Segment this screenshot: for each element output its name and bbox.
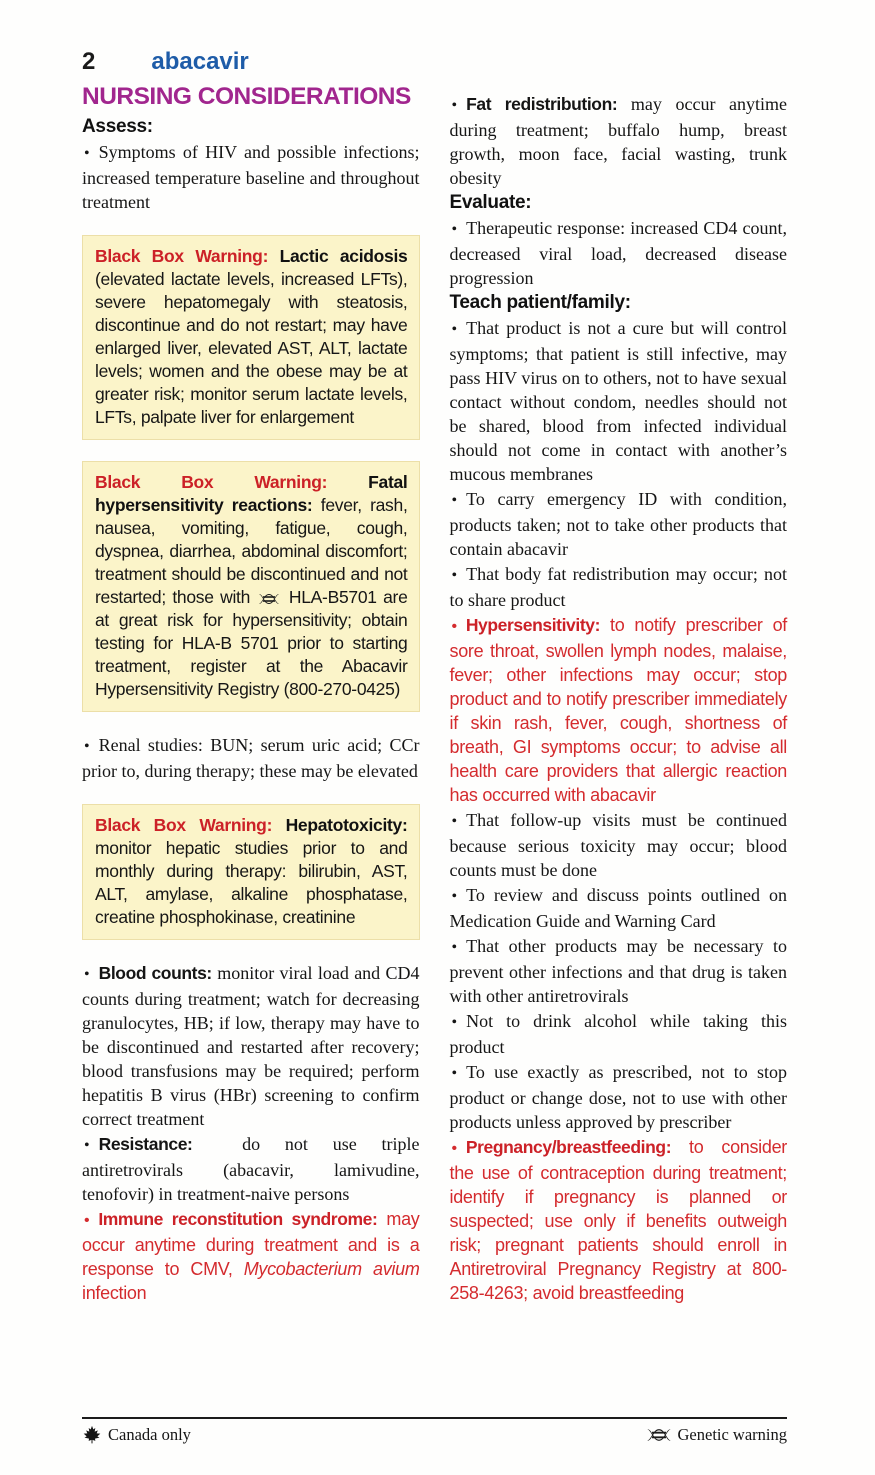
canada-only-label: Canada only bbox=[108, 1425, 191, 1444]
bullet-icon: • bbox=[451, 1014, 458, 1031]
blood-counts-head: Blood counts: bbox=[98, 963, 212, 983]
bullet-icon: • bbox=[451, 1140, 457, 1157]
nursing-considerations-heading: NURSING CONSIDERATIONS bbox=[82, 83, 411, 110]
warning-body: (elevated lactate levels, increased LFTs), severe hepatomegaly with steatosis, discontinue and do not restart; may have enlarged liver, elevated AST, ALT, lactate levels; women and the obese may be at greater risk; monitor serum lactate levels, LFTs, palpate liver for enlargement bbox=[95, 269, 408, 427]
warning-head: Fatal hypersensitivity reactions: bbox=[95, 472, 408, 515]
italic-species-name: Mycobacterium avium bbox=[243, 1259, 420, 1279]
fat-redistribution-bullet: • Fat redistribution: may occur anytime during treatment; buffalo hump, breast growth, moon face, facial wasting, trunk obesity bbox=[449, 94, 787, 188]
warning-head: Lactic acidosis bbox=[279, 246, 408, 266]
bullet-icon: • bbox=[451, 97, 458, 114]
page-footer bbox=[82, 1417, 787, 1445]
hypersensitivity-head: Hypersensitivity: bbox=[465, 615, 601, 635]
page-header bbox=[82, 48, 787, 76]
maple-leaf-icon bbox=[82, 1425, 102, 1445]
bullet-icon: • bbox=[84, 145, 90, 162]
hypersensitivity-bullet: • Hypersensitivity: to notify prescriber of sore throat, swollen lymph nodes, malaise, fever; other infections may occur; stop product and to notify prescriber immediately if skin rash, fever, cough, shortness of breath, GI symptoms occur; to advise all health care providers that allergic reaction has occurred with abacavir bbox=[449, 615, 787, 805]
spacer bbox=[450, 84, 788, 92]
warning-body-pre: fever, rash, nausea, vomiting, fatigue, cough, dyspnea, diarrhea, abdominal discomfort; treatment should be discontinued and not restarted; those with bbox=[95, 495, 408, 607]
black-box-warning-label: Black Box Warning: bbox=[95, 472, 328, 492]
assess-bullet: • Symptoms of HIV and possible infections; increased temperature baseline and throughout treatment bbox=[82, 142, 420, 212]
warning-body-post: HLA-B5701 are at great risk for hypersensitivity; obtain testing for HLA-B 5701 prior to starting treatment, register at the Abacavir Hypersensitivity Registry (800-270-0425) bbox=[95, 587, 408, 699]
black-box-warning-label: Black Box Warning: bbox=[95, 815, 273, 835]
teach-bullet: • That follow-up visits must be continued because serious toxicity may occur; blood counts must be done bbox=[449, 810, 787, 880]
drug-name: abacavir bbox=[151, 48, 249, 75]
two-column-layout bbox=[82, 84, 787, 1306]
assess-subheading: Assess: bbox=[82, 116, 153, 137]
teach-bullet: • To use exactly as prescribed, not to stop product or change dose, not to use with other products unless approved by prescriber bbox=[449, 1062, 787, 1132]
teach-bullet: • That body fat redistribution may occur; not to share product bbox=[449, 564, 787, 610]
warning-head: Hepatotoxicity: bbox=[285, 815, 408, 835]
left-column bbox=[82, 84, 420, 1306]
bullet-icon: • bbox=[451, 567, 458, 584]
black-box-warning-label: Black Box Warning: bbox=[95, 246, 269, 266]
bullet-icon: • bbox=[451, 321, 458, 338]
immune-head: Immune reconstitution syndrome: bbox=[98, 1209, 378, 1229]
canada-only-legend bbox=[82, 1425, 191, 1445]
bullet-icon: • bbox=[451, 1065, 458, 1082]
black-box-warning-lactic-acidosis bbox=[82, 235, 420, 440]
teach-bullet: • To review and discuss points outlined on Medication Guide and Warning Card bbox=[449, 885, 787, 931]
teach-patient-family-subheading: Teach patient/family: bbox=[449, 292, 631, 313]
black-box-warning-fatal-hypersensitivity bbox=[82, 461, 420, 712]
fat-redistribution-head: Fat redistribution: bbox=[466, 94, 618, 114]
genetic-warning-icon bbox=[646, 1428, 672, 1442]
bullet-icon: • bbox=[451, 939, 458, 956]
teach-bullet: • That product is not a cure but will control symptoms; that patient is still infective, may pass HIV virus on to others, not to have sexual contact without condom, needles should not be shared, blood from infected individual should not come in contact with another’s mucous membranes bbox=[449, 318, 787, 484]
immune-reconstitution-bullet: • Immune reconstitution syndrome: may occur anytime during treatment and is a response to CMV, Mycobacterium avium infection bbox=[82, 1209, 420, 1303]
evaluate-subheading: Evaluate: bbox=[449, 192, 532, 213]
page-number: 2 bbox=[82, 48, 96, 75]
bullet-icon: • bbox=[84, 738, 90, 755]
genetic-warning-legend bbox=[646, 1425, 788, 1445]
genetic-warning-icon bbox=[258, 593, 280, 605]
bullet-icon: • bbox=[451, 492, 458, 509]
bullet-icon: • bbox=[451, 888, 458, 905]
therapeutic-response-bullet: • Therapeutic response: increased CD4 count, decreased viral load, decreased disease progression bbox=[449, 218, 787, 288]
teach-bullet: • Not to drink alcohol while taking this product bbox=[449, 1011, 787, 1057]
resistance-head: Resistance: bbox=[98, 1134, 193, 1154]
pregnancy-head: Pregnancy/breastfeeding: bbox=[465, 1137, 672, 1157]
bullet-icon: • bbox=[84, 1212, 90, 1229]
resistance-bullet: • Resistance: do not use triple antiretrovirals (abacavir, lamivudine, tenofovir) in treatment-naive persons bbox=[82, 1134, 420, 1204]
bullet-icon: • bbox=[451, 618, 457, 635]
right-column bbox=[450, 84, 788, 1306]
renal-studies-bullet: • Renal studies: BUN; serum uric acid; CCr prior to, during therapy; these may be elevated bbox=[82, 735, 420, 781]
bullet-icon: • bbox=[84, 1137, 90, 1154]
bullet-icon: • bbox=[451, 221, 458, 238]
teach-bullet: • To carry emergency ID with condition, products taken; not to take other products that contain abacavir bbox=[449, 489, 787, 559]
warning-body: monitor hepatic studies prior to and monthly during therapy: bilirubin, AST, ALT, amylase, alkaline phosphatase, creatine phosphokinase, creatinine bbox=[95, 838, 408, 927]
genetic-warning-label: Genetic warning bbox=[677, 1425, 787, 1444]
pregnancy-breastfeeding-bullet: • Pregnancy/breastfeeding: to consider the use of contraception during treatment; identify if pregnancy is planned or suspected; use only if benefits outweigh risk; pregnant patients should enroll in Antiretroviral Pregnancy Registry at 800-258-4263; avoid breastfeeding bbox=[449, 1137, 787, 1303]
blood-counts-bullet: • Blood counts: monitor viral load and CD4 counts during treatment; watch for decreasing granulocytes, HB; if low, therapy may have to be discontinued and restarted after recovery; blood transfusions may be required; perform hepatitis B virus (HBr) screening to confirm correct treatment bbox=[82, 963, 420, 1129]
black-box-warning-hepatotoxicity bbox=[82, 804, 420, 940]
teach-bullet: • That other products may be necessary to prevent other infections and that drug is taken with other antiretrovirals bbox=[449, 936, 787, 1006]
bullet-icon: • bbox=[84, 966, 90, 983]
bullet-icon: • bbox=[451, 813, 458, 830]
